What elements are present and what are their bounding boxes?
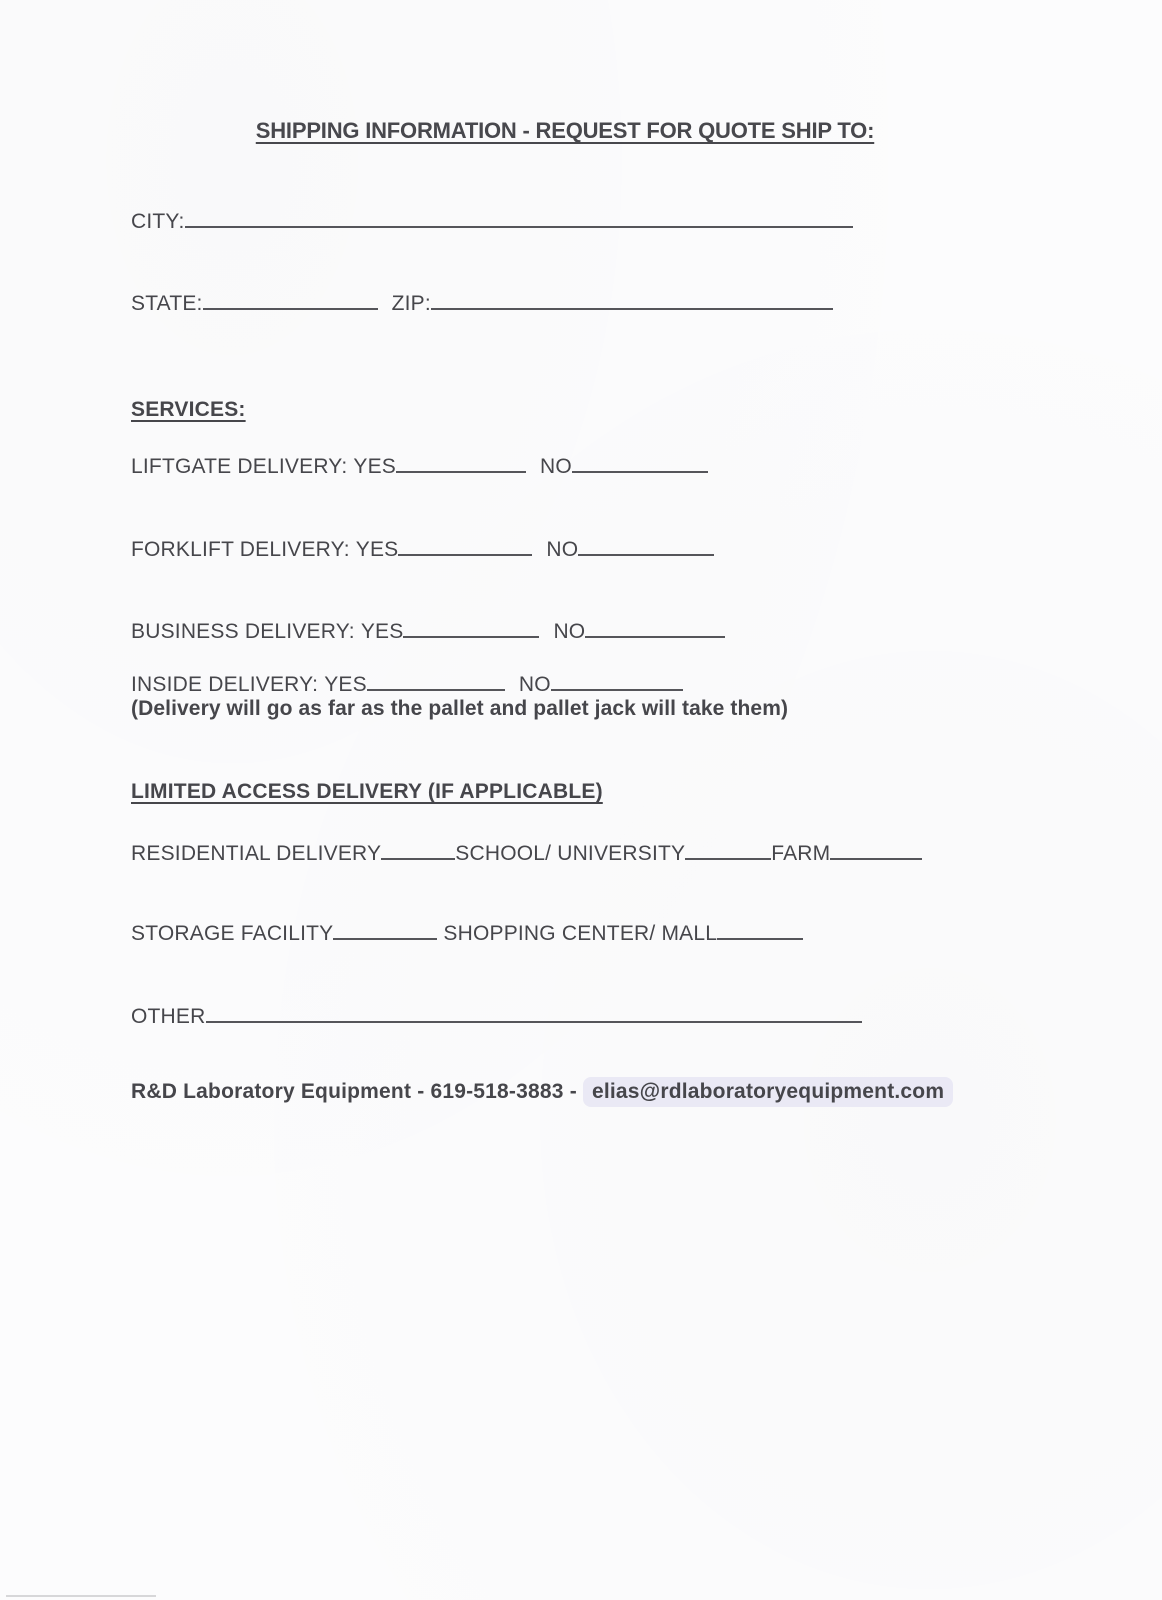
storage-facility-label: STORAGE FACILITY [131, 922, 334, 945]
shopping-center-mall-label: SHOPPING CENTER/ MALL [443, 922, 718, 945]
farm-label: FARM [771, 842, 831, 865]
inside-yes-label: YES [324, 673, 367, 696]
company-phone: 619-518-3883 [430, 1080, 564, 1103]
limited-access-section-heading: LIMITED ACCESS DELIVERY (IF APPLICABLE) [131, 780, 603, 803]
other-label: OTHER [131, 1005, 206, 1028]
scan-artifact-line [6, 1595, 156, 1597]
state-label: STATE: [131, 292, 203, 315]
footer-contact-line [131, 1080, 953, 1104]
footer-dash-2: - [569, 1080, 577, 1103]
limited-access-row-other [131, 1000, 862, 1029]
business-label: BUSINESS DELIVERY: [131, 620, 355, 643]
school-university-label: SCHOOL/ UNIVERSITY [455, 842, 686, 865]
inside-delivery-note: (Delivery will go as far as the pallet and pallet jack will take them) [131, 697, 789, 720]
business-no-blank-line [585, 615, 725, 638]
limited-access-row-2 [131, 917, 803, 946]
liftgate-yes-blank-line [396, 450, 526, 473]
service-row-business [131, 615, 725, 644]
residential-blank-line [381, 837, 455, 860]
school-blank-line [685, 837, 771, 860]
business-no-label: NO [553, 620, 586, 643]
residential-delivery-label: RESIDENTIAL DELIVERY [131, 842, 382, 865]
inside-yes-blank-line [367, 668, 505, 691]
business-yes-label: YES [360, 620, 404, 643]
limited-access-row-1 [131, 837, 922, 866]
inside-no-blank-line [551, 668, 683, 691]
inside-no-label: NO [518, 673, 551, 696]
city-label: CITY: [131, 210, 185, 233]
company-name: R&D Laboratory Equipment [131, 1080, 412, 1103]
forklift-yes-label: YES [355, 538, 399, 561]
zip-label: ZIP: [391, 292, 431, 315]
footer-dash-1: - [417, 1080, 425, 1103]
page-title: SHIPPING INFORMATION - REQUEST FOR QUOTE SHIP TO: [255, 118, 875, 143]
city-field-row [131, 205, 853, 234]
services-section-heading: SERVICES: [131, 398, 246, 421]
forklift-label: FORKLIFT DELIVERY: [131, 538, 350, 561]
forklift-yes-blank-line [398, 533, 532, 556]
business-yes-blank-line [403, 615, 539, 638]
service-row-liftgate [131, 450, 708, 479]
liftgate-yes-label: YES [353, 455, 397, 478]
forklift-no-label: NO [546, 538, 579, 561]
liftgate-no-blank-line [572, 450, 708, 473]
zip-blank-line [431, 287, 833, 310]
service-row-forklift [131, 533, 714, 562]
company-email: elias@rdlaboratoryequipment.com [583, 1077, 953, 1107]
farm-blank-line [830, 837, 922, 860]
city-blank-line [185, 205, 853, 228]
liftgate-no-label: NO [540, 455, 572, 478]
other-blank-line [206, 1000, 862, 1023]
forklift-no-blank-line [578, 533, 714, 556]
shopping-blank-line [717, 917, 803, 940]
service-row-inside [131, 668, 683, 697]
storage-blank-line [333, 917, 437, 940]
state-zip-field-row [131, 287, 833, 316]
state-blank-line [203, 287, 378, 310]
liftgate-label: LIFTGATE DELIVERY: [131, 455, 348, 478]
inside-label: INSIDE DELIVERY: [131, 673, 319, 696]
